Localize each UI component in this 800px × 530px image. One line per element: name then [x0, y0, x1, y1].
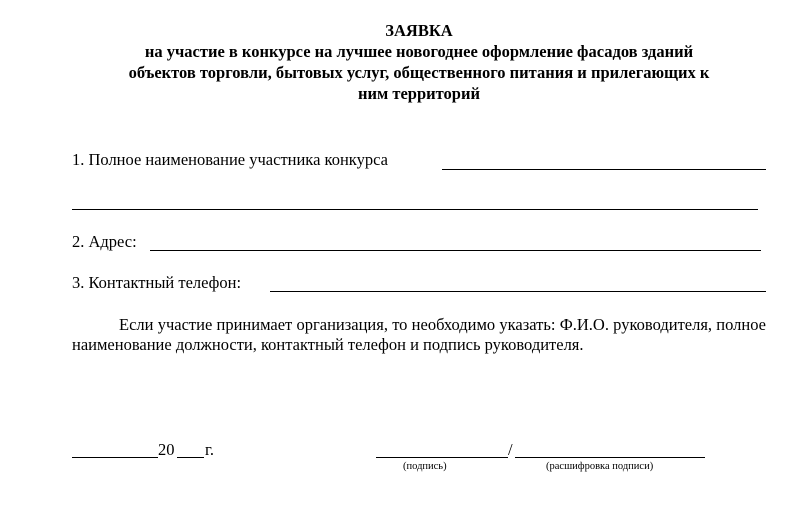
date-year-suffix: г. — [205, 440, 215, 459]
date-day-month-blank[interactable] — [72, 457, 158, 458]
participant-name-blank[interactable] — [442, 169, 766, 170]
form-subtitle-line-3: ним территорий — [358, 84, 480, 103]
address-blank[interactable] — [150, 250, 761, 251]
phone-blank[interactable] — [270, 291, 766, 292]
form-title: ЗАЯВКА — [385, 21, 453, 40]
signature-blank[interactable] — [376, 457, 508, 458]
address-label: 2. Адрес: — [72, 232, 137, 251]
form-header — [72, 20, 766, 104]
signature-decoding-blank[interactable] — [515, 457, 705, 458]
participant-name-row — [72, 150, 388, 170]
participant-name-blank-continued[interactable] — [72, 209, 758, 210]
participant-name-label: 1. Полное наименование участника конкурса — [72, 150, 388, 169]
phone-row — [72, 273, 241, 293]
date-year-prefix: 20 — [158, 440, 175, 459]
address-row — [72, 232, 137, 252]
phone-label: 3. Контактный телефон: — [72, 273, 242, 292]
organization-note: Если участие принимает организация, то необходимо указать: Ф.И.О. руководителя, полное наименование должности, контактный телефон и подпись руководителя. — [72, 315, 766, 354]
signature-caption: (подпись) — [403, 461, 447, 472]
signature-separator: / — [508, 440, 513, 459]
form-subtitle-line-1: на участие в конкурсе на лучшее новогоднее оформление фасадов зданий — [144, 42, 694, 61]
signature-decoding-caption: (расшифровка подписи) — [546, 461, 654, 472]
form-subtitle-line-2: объектов торговли, бытовых услуг, общественного питания и прилегающих к — [128, 63, 710, 82]
date-year-blank[interactable] — [177, 457, 204, 458]
